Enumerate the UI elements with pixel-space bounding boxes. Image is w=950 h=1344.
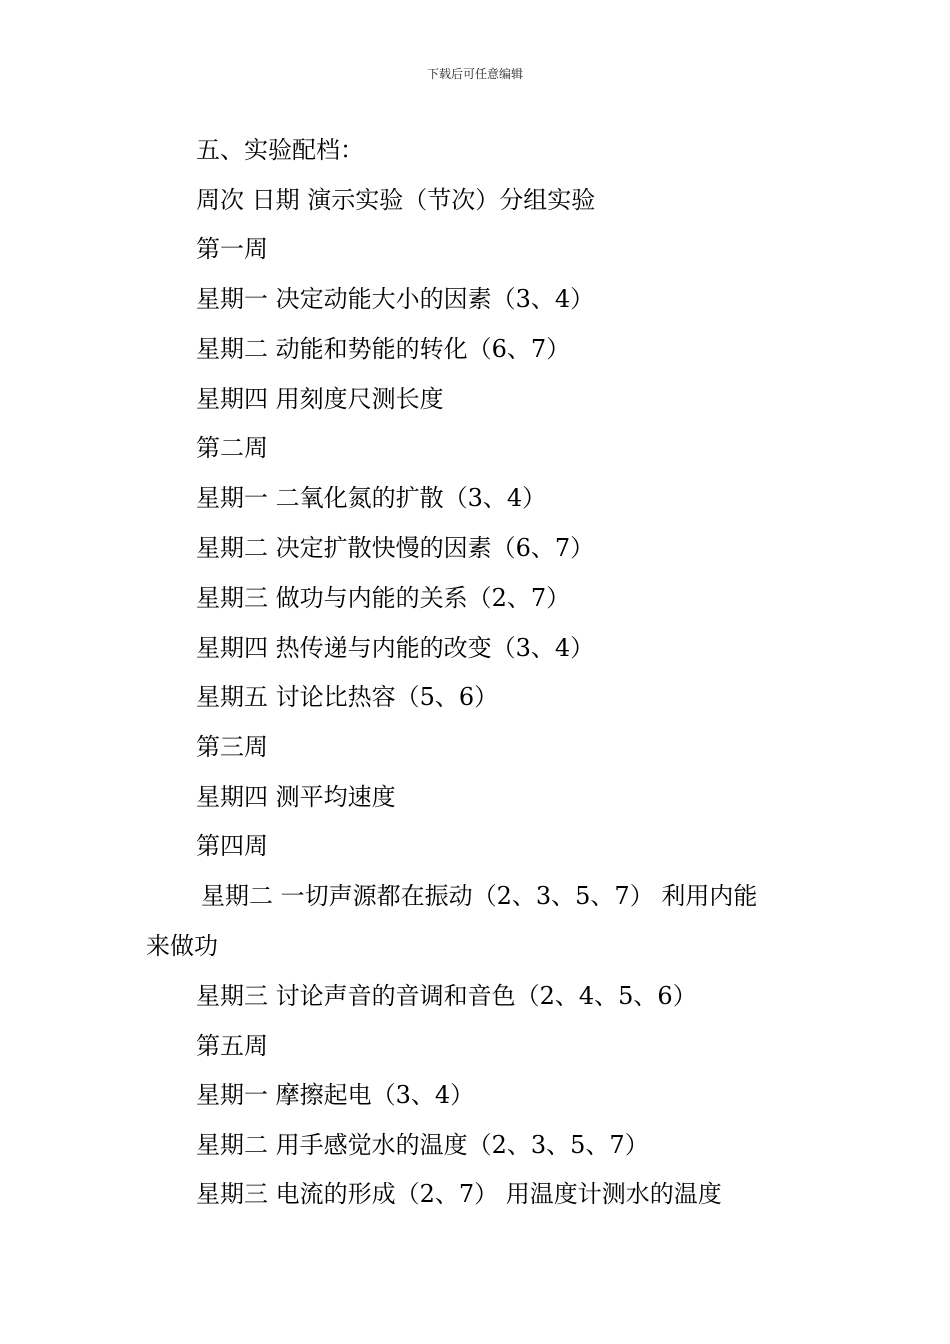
- schedule-line: 星期四 测平均速度: [196, 783, 396, 811]
- week-heading: 第四周: [196, 832, 268, 860]
- schedule-line-continuation: 来做功: [146, 932, 218, 960]
- schedule-line: 星期一 二氧化氮的扩散（3、4）: [196, 484, 547, 512]
- table-header-line: 周次 日期 演示实验（节次）分组实验: [196, 186, 596, 214]
- page-header: 下载后可任意编辑: [426, 67, 523, 81]
- week-heading: 第二周: [196, 434, 268, 462]
- schedule-line: 星期二 用手感觉水的温度（2、3、5、7）: [196, 1131, 649, 1159]
- week-heading: 第五周: [196, 1032, 268, 1060]
- schedule-line: 星期三 做功与内能的关系（2、7）: [196, 584, 571, 612]
- schedule-line: 星期一 决定动能大小的因素（3、4）: [196, 285, 595, 313]
- schedule-line: 星期四 用刻度尺测长度: [196, 385, 444, 413]
- schedule-line: 星期二 决定扩散快慢的因素（6、7）: [196, 534, 595, 562]
- schedule-line: 星期二 一切声源都在振动（2、3、5、7） 利用内能: [201, 882, 758, 910]
- schedule-line: 星期四 热传递与内能的改变（3、4）: [196, 634, 595, 662]
- week-heading: 第三周: [196, 733, 268, 761]
- schedule-line: 星期一 摩擦起电（3、4）: [196, 1081, 475, 1109]
- schedule-line: 星期五 讨论比热容（5、6）: [196, 683, 499, 711]
- week-heading: 第一周: [196, 235, 268, 263]
- schedule-line: 星期二 动能和势能的转化（6、7）: [196, 335, 571, 363]
- section-heading: 五、实验配档：: [196, 136, 364, 164]
- schedule-line: 星期三 讨论声音的音调和音色（2、4、5、6）: [196, 982, 697, 1010]
- schedule-line: 星期三 电流的形成（2、7） 用温度计测水的温度: [196, 1180, 722, 1208]
